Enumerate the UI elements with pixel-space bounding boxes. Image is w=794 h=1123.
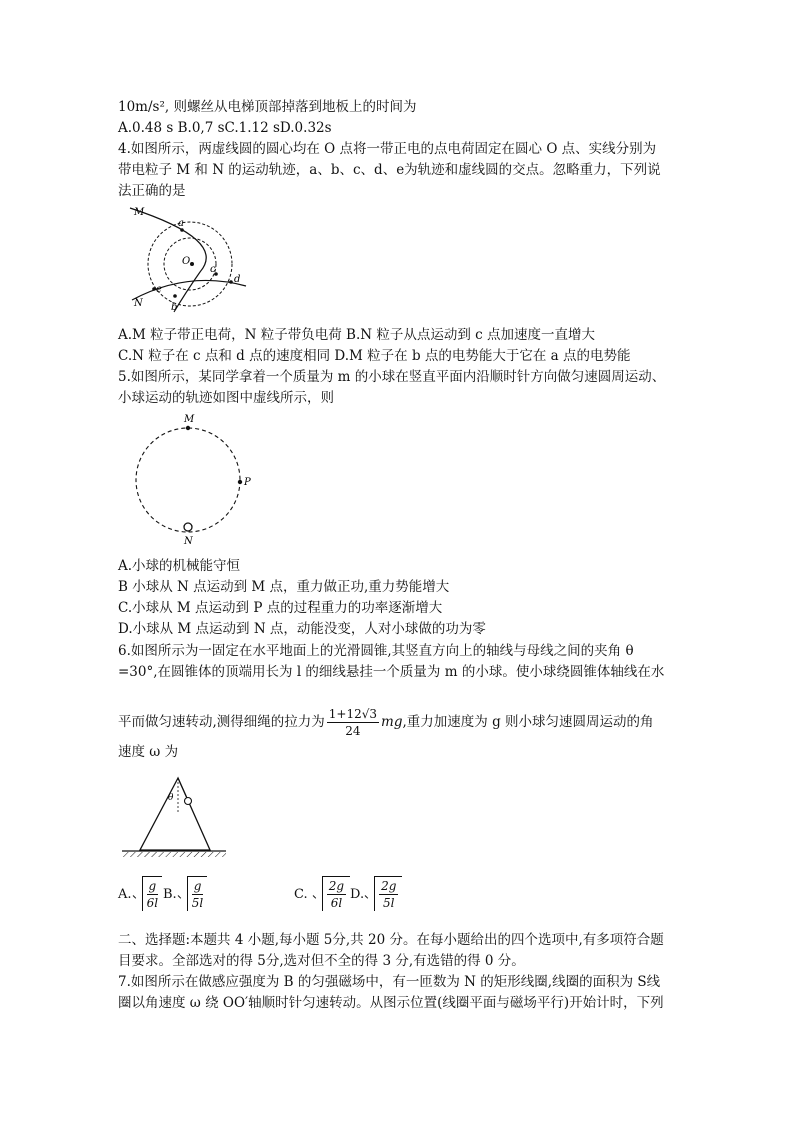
point-d	[229, 280, 233, 284]
q6-option-c	[294, 876, 350, 911]
q4-stem-line3: 法正确的是	[118, 183, 186, 199]
label-o: O	[182, 256, 191, 267]
q5-stem-line1: 5.如图所示，某同学拿着一个质量为 m 的小球在竖直平面内沿顺时针方向做匀速圆周运动、	[118, 369, 666, 385]
tension-denominator: 24	[345, 724, 361, 738]
option-b-numerator: g	[193, 879, 202, 893]
section2-instructions-line2: 目要求。全部选对的得 5分,选对但不全的得 3 分,有选错的得 0 分。	[118, 953, 525, 969]
label-m: M	[134, 207, 145, 218]
q6-stem-line3	[118, 704, 654, 740]
q5-option-d: D.小球从 M 点运动到 N 点，动能没变，人对小球做的功为零	[118, 621, 486, 637]
q6-option-b	[163, 876, 207, 911]
option-a-label: A.	[118, 887, 132, 902]
tension-fraction	[327, 706, 379, 739]
cone	[140, 778, 210, 850]
label-e: e	[156, 284, 162, 295]
label-c: c	[210, 264, 216, 275]
center-charge	[190, 262, 194, 266]
option-c-numerator: 2g	[328, 879, 345, 893]
option-b-denominator: 5l	[191, 896, 204, 910]
q6-option-d	[350, 876, 402, 911]
option-c-label: C.	[294, 887, 308, 902]
option-b-label: B.	[163, 887, 177, 902]
q6-cone-figure	[118, 770, 228, 862]
q3-options: A.0.48 s B.0,7 sC.1.12 sD.0.32s	[118, 120, 332, 136]
section2-instructions-line1: 二、选择题:本题共 4 小题,每小题 5分,共 20 分。在每小题给出的四个选项中,有多项符合题	[118, 932, 664, 948]
trajectory-m	[130, 208, 206, 312]
label-n: N	[134, 298, 143, 309]
q5-option-c: C.小球从 M 点运动到 P 点的过程重力的功率逐渐增大	[118, 600, 443, 616]
q4-options-line1: A.M 粒子带正电荷，N 粒子带负电荷 B.N 粒子从点运动到 c 点加速度一直增大	[118, 327, 596, 343]
q4-options-line2: C.N 粒子在 c 点和 d 点的速度相同 D.M 粒子在 b 点的电势能大于它在 a 点的电势能	[118, 348, 631, 364]
point-m	[186, 426, 190, 430]
small-ball	[185, 798, 192, 805]
label-b: b	[171, 302, 178, 313]
sqrt-a	[133, 876, 163, 911]
q5-stem-line2: 小球运动的轨迹如图中虚线所示，则	[118, 390, 334, 406]
q4-stem-line1: 4.如图所示，两虚线圆的圆心均在 O 点将一带正电的点电荷固定在圆心 O 点、实线分别为	[118, 141, 657, 157]
label-d: d	[234, 274, 241, 285]
ball	[184, 523, 192, 531]
label-p: P	[244, 477, 251, 488]
option-d-numerator: 2g	[381, 879, 397, 893]
label-a: a	[178, 218, 184, 229]
q5-option-a: A.小球的机械能守恒	[118, 558, 241, 574]
option-a-denominator: 6l	[146, 896, 159, 910]
q7-stem-line2: 圈以角速度 ω 绕 OO′轴顺时针匀速转动。从图示位置(线圈平面与磁场平行)开始计时，下列	[118, 995, 664, 1011]
label-n: N	[184, 536, 193, 547]
point-b	[173, 294, 177, 298]
q5-figure	[126, 410, 261, 550]
q6-stem-part-c: ,重力加速度为 g 则小球匀速圆周运动的角	[402, 714, 654, 730]
q4-stem-line2: 带电粒子 M 和 N 的运动轨迹，a、b、c、d、e为轨迹和虚线圆的交点。忽略重力，下列说	[118, 162, 661, 178]
q6-stem-mg: mg	[381, 714, 403, 730]
q3-continuation: 10m/s², 则螺丝从电梯顶部掉落到地板上的时间为	[118, 99, 417, 115]
q6-stem-line4: 速度 ω 为	[118, 744, 179, 760]
ground-hatch	[122, 852, 226, 857]
point-p	[238, 480, 242, 484]
string	[178, 778, 187, 798]
q4-figure	[118, 202, 258, 322]
option-d-denominator: 5l	[383, 896, 395, 910]
tension-numerator: 1+12√3	[328, 707, 378, 721]
sqrt-d	[365, 876, 402, 911]
sqrt-c	[313, 876, 350, 911]
option-a-numerator: g	[148, 879, 157, 893]
q6-stem-line2: =30°,在圆锥体的顶端用长为 l 的细线悬挂一个质量为 m 的小球。使小球绕圆锥体轴线在水	[118, 664, 665, 680]
q6-stem-part-a: 平而做匀速转动,测得细绳的拉力为	[118, 714, 325, 730]
theta-label: θ	[168, 793, 174, 803]
q5-option-b: B 小球从 N 点运动到 M 点，重力做正功,重力势能增大	[118, 579, 450, 595]
option-d-label: D.	[350, 887, 365, 902]
q6-stem-line1: 6.如图所示为一固定在水平地面上的光滑圆锥,其竖直方向上的轴线与母线之间的夹角 θ	[118, 643, 634, 659]
circular-path	[136, 428, 240, 532]
label-m: M	[184, 414, 195, 425]
option-c-denominator: 6l	[330, 896, 343, 910]
sqrt-b	[178, 876, 208, 911]
q6-option-a	[118, 876, 162, 911]
q7-stem-line1: 7.如图所示在做感应强度为 B 的匀强磁场中，有一匝数为 N 的矩形线圈,线圈的面积为 S线	[118, 974, 661, 990]
